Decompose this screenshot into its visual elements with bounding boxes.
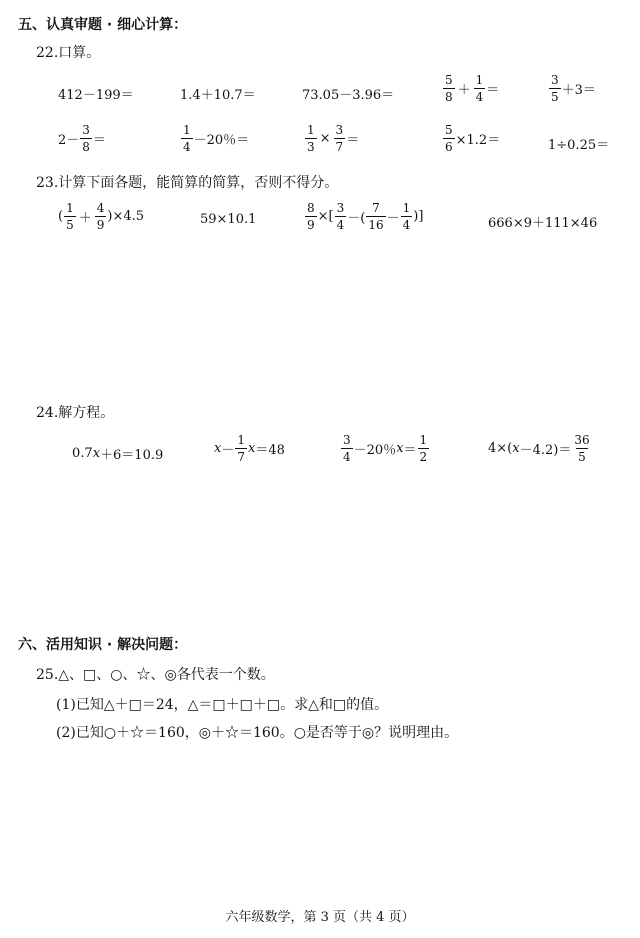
fraction: $\frac{3}{8}$	[82, 123, 90, 154]
fraction: $\frac{36}{5}$	[574, 433, 590, 464]
q22-r2-e: 1÷0.25＝	[548, 138, 610, 153]
q22-r2-d: $\frac{5}{6}$ ×1.2＝	[445, 123, 501, 154]
q23-b: 59×10.1	[200, 212, 257, 227]
fraction: $\frac{1}{4}$	[402, 201, 411, 232]
fraction: $\frac{7}{16}$	[368, 201, 384, 232]
fraction: $\frac{5}{6}$	[445, 123, 453, 154]
q22-r1-b: 1.4＋10.7＝	[180, 88, 256, 103]
q24-b: x － $\frac{1}{7}$ x ＝48	[214, 433, 285, 464]
q22-r2-b: $\frac{1}{4}$ －20％＝	[183, 123, 250, 154]
fraction: $\frac{1}{3}$	[307, 123, 315, 154]
fraction: $\frac{1}{5}$	[66, 201, 74, 232]
question-24-label: 24.解方程。	[36, 405, 115, 421]
page-footer: 六年级数学，第 3 页（共 4 页）	[225, 910, 415, 925]
q23-d: 666×9＋111×46	[488, 216, 598, 231]
q23-a: ( $\frac{1}{5}$ ＋ $\frac{4}{9}$ )×4.5	[58, 201, 145, 232]
section-6-title: 六、活用知识 · 解决问题：	[18, 637, 188, 653]
fraction: $\frac{3}{7}$	[335, 123, 344, 154]
q24-c: $\frac{3}{4}$ －20％ x ＝ $\frac{1}{2}$	[343, 433, 428, 464]
q22-r1-c: 73.05－3.96＝	[302, 88, 395, 103]
question-25-label: 25.△、□、○、☆、◎各代表一个数。	[36, 667, 275, 683]
question-25-part-2: (2)已知○＋☆＝160，◎＋☆＝160。○是否等于◎？说明理由。	[56, 725, 459, 741]
fraction: $\frac{4}{9}$	[96, 201, 105, 232]
fraction: $\frac{1}{4}$	[183, 123, 191, 154]
q24-a: 0.7 x ＋6＝10.9	[72, 446, 164, 463]
question-25-part-1: (1)已知△＋□＝24，△＝□＋□＋□。求△和□的值。	[56, 697, 389, 713]
q22-r1-e: $\frac{3}{5}$ ＋3＝	[551, 73, 596, 104]
q22-r2-c: $\frac{1}{3}$ × $\frac{3}{7}$ ＝	[307, 123, 360, 154]
question-22-label: 22.口算。	[36, 45, 101, 61]
fraction: $\frac{1}{4}$	[475, 73, 484, 104]
question-23-label: 23.计算下面各题，能简算的简算，否则不得分。	[36, 175, 339, 191]
fraction: $\frac{3}{5}$	[551, 73, 559, 104]
fraction: $\frac{1}{2}$	[419, 433, 428, 464]
q24-d: 4×( x －4.2)＝ $\frac{36}{5}$	[488, 433, 590, 464]
section-5-title: 五、认真审题 · 细心计算：	[18, 17, 188, 33]
q22-r1-d: $\frac{5}{8}$ ＋ $\frac{1}{4}$ ＝	[445, 73, 500, 104]
q23-c: $\frac{8}{9}$ ×[ $\frac{3}{4}$ －( $\frac{7}{16}$ － $\frac{1}{4}$ )]	[307, 201, 424, 232]
fraction: $\frac{3}{4}$	[343, 433, 351, 464]
fraction: $\frac{5}{8}$	[445, 73, 453, 104]
q22-r1-a: 412－199＝	[58, 88, 134, 103]
fraction: $\frac{8}{9}$	[307, 201, 315, 232]
fraction: $\frac{1}{7}$	[237, 433, 245, 464]
fraction: $\frac{3}{4}$	[336, 201, 345, 232]
q22-r2-a: 2－ $\frac{3}{8}$ ＝	[58, 123, 106, 154]
